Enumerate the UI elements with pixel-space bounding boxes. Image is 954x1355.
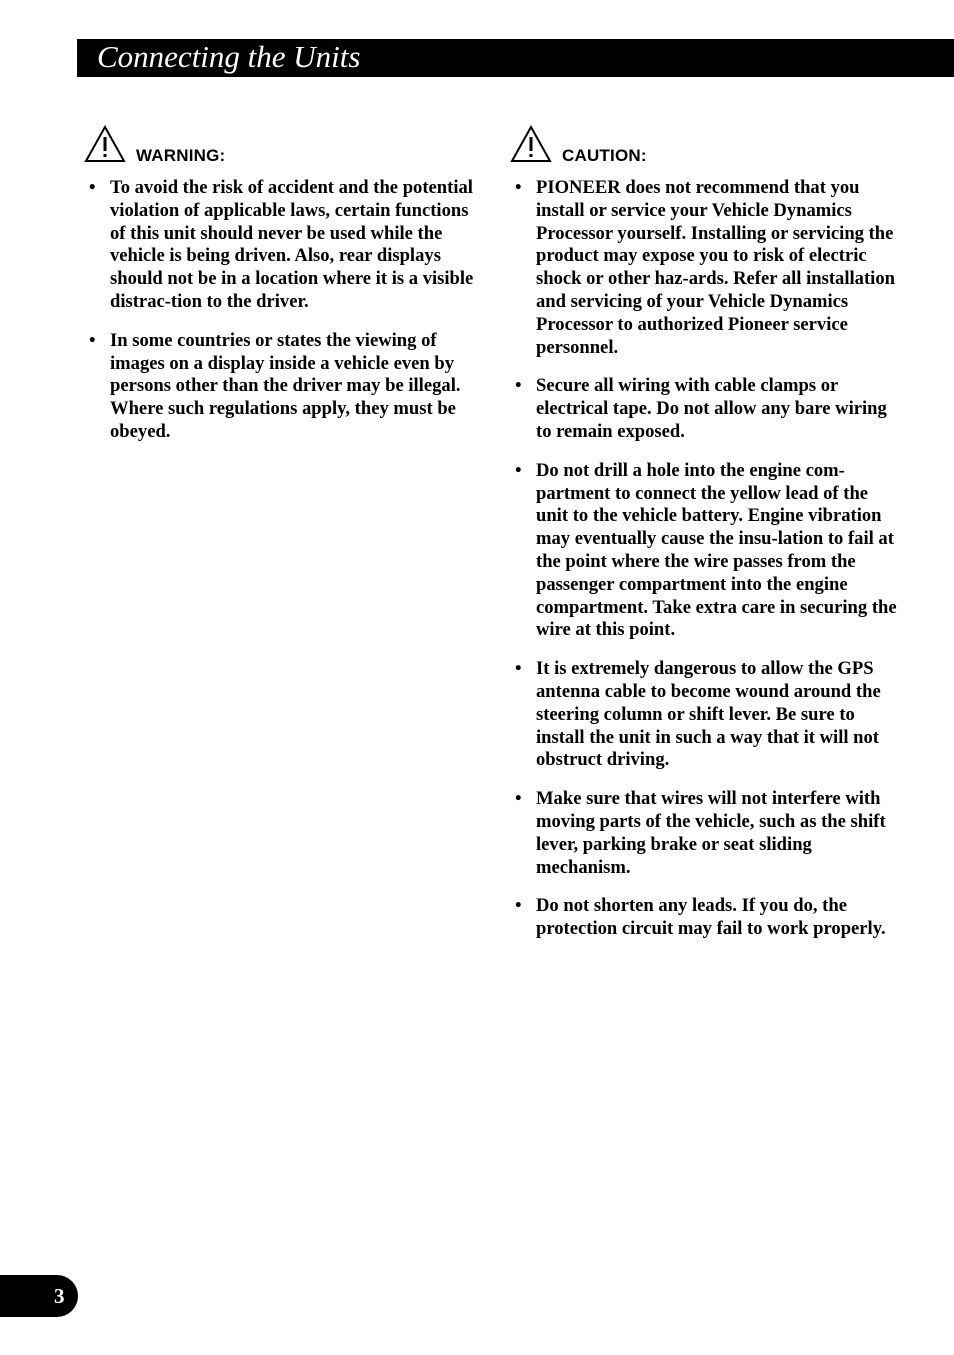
- warning-triangle-icon: [83, 124, 127, 164]
- list-item: • Make sure that wires will not interfere with moving parts of the vehicle, such as the shift lever, parking brake or seat sliding mechanism.: [509, 788, 904, 879]
- warning-label: WARNING:: [136, 146, 226, 165]
- page-title: Connecting the Units: [97, 39, 361, 74]
- caution-heading: [509, 124, 904, 170]
- warning-triangle-icon: [509, 124, 553, 164]
- caution-list: [509, 177, 904, 941]
- list-item: • It is extremely dangerous to allow the GPS antenna cable to become wound around the steering column or shift lever. Be sure to install the unit in such a way that it will not obstruct driving.: [509, 658, 904, 772]
- list-item: • Do not shorten any leads. If you do, the protection circuit may fail to work properly.: [509, 895, 904, 941]
- section-title-bar: [77, 39, 954, 77]
- warning-section: [83, 124, 478, 460]
- caution-section: [509, 124, 904, 957]
- page-number: 3: [54, 1284, 65, 1308]
- warning-heading: [83, 124, 478, 170]
- list-item: • To avoid the risk of accident and the potential violation of applicable laws, certain functions of this unit should never be used while the vehicle is being driven. Also, rear displays should not be in a location where it is a visible distrac-tion to the driver.: [83, 177, 478, 314]
- list-item: • Do not drill a hole into the engine com-partment to connect the yellow lead of the unit to the vehicle battery. Engine vibration may eventually cause the insu-lation to fail at the point where the wire passes from the passenger compartment into the engine compartment. Take extra care in securing the wire at this point.: [509, 460, 904, 642]
- list-item: • In some countries or states the viewing of images on a display inside a vehicle even by persons other than the driver may be illegal. Where such regulations apply, they must be obeyed.: [83, 330, 478, 444]
- caution-label: CAUTION:: [562, 146, 647, 165]
- page-number-tab: [0, 1275, 78, 1317]
- warning-list: [83, 177, 478, 444]
- list-item: • Secure all wiring with cable clamps or electrical tape. Do not allow any bare wiring to remain exposed.: [509, 375, 904, 443]
- list-item: • PIONEER does not recommend that you install or service your Vehicle Dynamics Processor yourself. Installing or servicing the product may expose you to risk of electric shock or other haz-ards. Refer all installation and servicing of your Vehicle Dynamics Processor to authorized Pioneer service personnel.: [509, 177, 904, 359]
